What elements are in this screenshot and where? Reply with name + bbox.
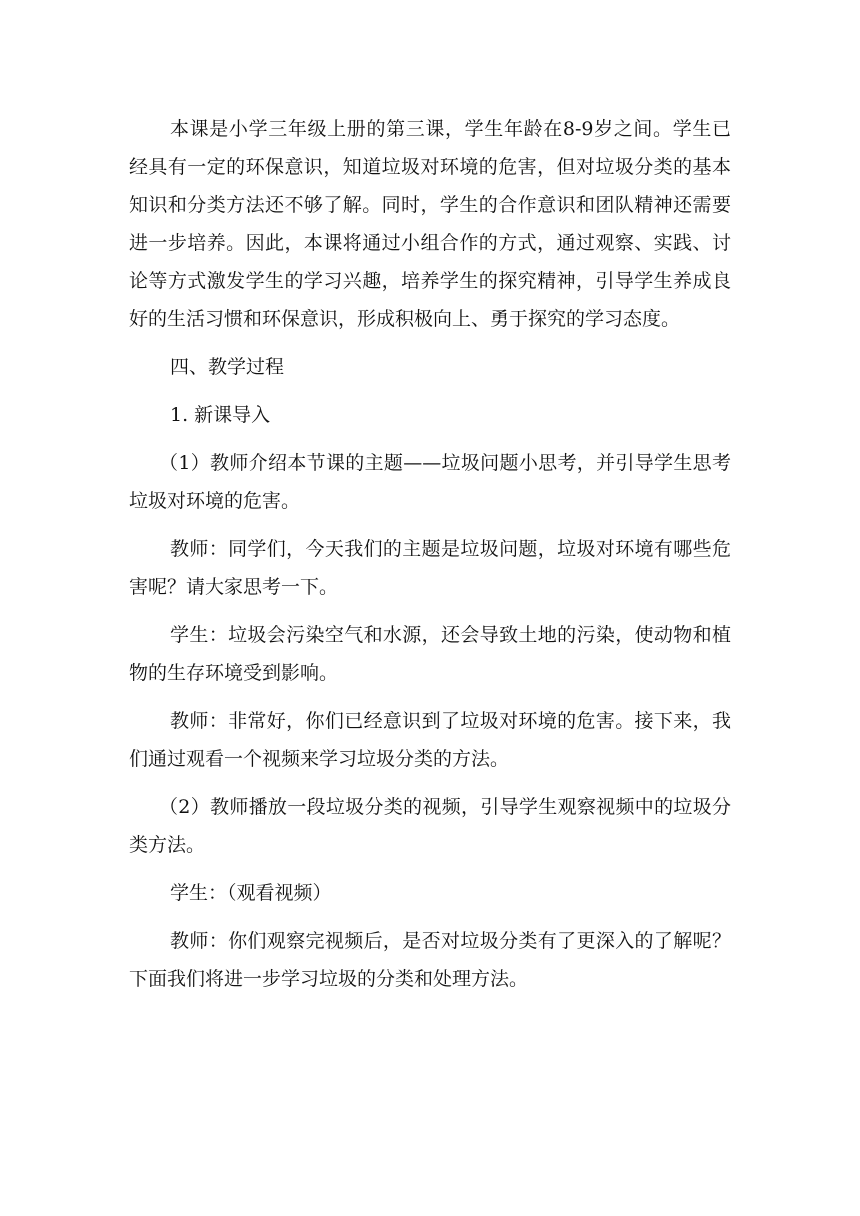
paragraph-step-2: （2）教师播放一段垃圾分类的视频，引导学生观察视频中的垃圾分类方法。 bbox=[129, 796, 731, 856]
section-heading-teaching-process: 四、教学过程 bbox=[170, 356, 285, 378]
document-body bbox=[129, 110, 731, 1008]
dialogue-teacher-3: 教师：你们观察完视频后，是否对垃圾分类有了更深入的了解呢？下面我们将进一步学习垃圾的分类和处理方法。 bbox=[129, 930, 731, 990]
dialogue-student-2: 学生：（观看视频） bbox=[170, 882, 332, 904]
dialogue-teacher-1: 教师：同学们，今天我们的主题是垃圾问题，垃圾对环境有哪些危害呢？请大家思考一下。 bbox=[129, 538, 731, 598]
dialogue-teacher-2: 教师：非常好，你们已经意识到了垃圾对环境的危害。接下来，我们通过观看一个视频来学习垃圾分类的方法。 bbox=[129, 710, 731, 770]
subheading-new-lesson-intro: 1. 新课导入 bbox=[170, 404, 271, 426]
paragraph-student-analysis: 本课是小学三年级上册的第三课，学生年龄在8-9岁之间。学生已经具有一定的环保意识，知道垃圾对环境的危害，但对垃圾分类的基本知识和分类方法还不够了解。同时，学生的合作意识和团队精神还需要进一步培养。因此，本课将通过小组合作的方式，通过观察、实践、讨论等方式激发学生的学习兴趣，培养学生的探究精神，引导学生养成良好的生活习惯和环保意识，形成积极向上、勇于探究的学习态度。 bbox=[129, 118, 731, 330]
paragraph-step-1: （1）教师介绍本节课的主题——垃圾问题小思考，并引导学生思考垃圾对环境的危害。 bbox=[129, 452, 731, 512]
dialogue-student-1: 学生：垃圾会污染空气和水源，还会导致土地的污染，使动物和植物的生存环境受到影响。 bbox=[129, 624, 731, 684]
